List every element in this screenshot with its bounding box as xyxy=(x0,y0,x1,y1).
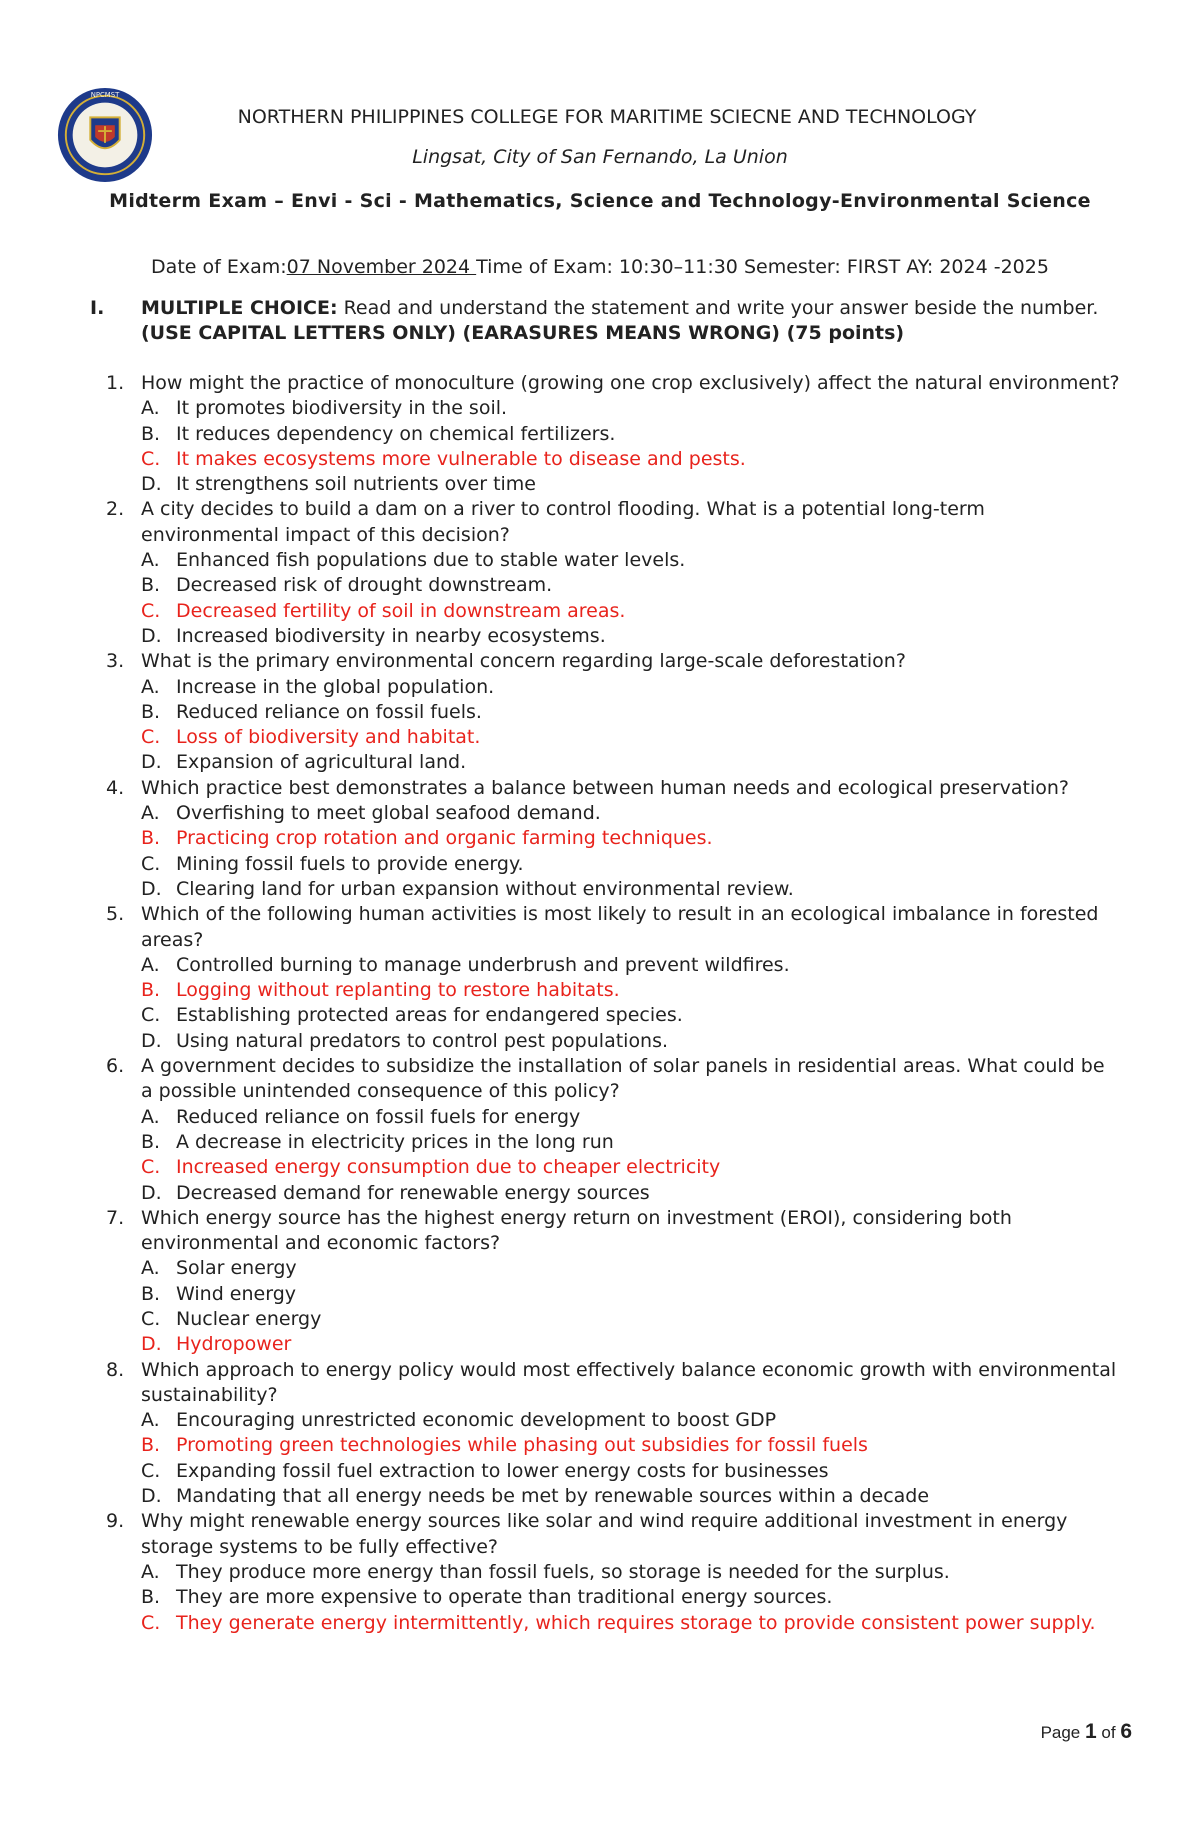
instruction-text: Read and understand the statement and write your answer beside the number. xyxy=(337,297,1099,319)
option-item xyxy=(141,852,1120,877)
option-item-correct-answer xyxy=(141,978,1120,1003)
option-item-correct-answer xyxy=(141,447,1120,472)
question-number: 6. xyxy=(106,1055,125,1078)
option-letter: D. xyxy=(141,1029,162,1052)
option-letter: A. xyxy=(141,397,160,420)
option-list xyxy=(141,396,1120,497)
section-instructions xyxy=(141,296,1120,347)
date-label: Date of Exam: xyxy=(151,256,287,278)
option-text: A decrease in electricity prices in the long run xyxy=(176,1130,614,1153)
option-letter: C. xyxy=(141,1611,161,1634)
question-item xyxy=(90,902,1120,1054)
option-text: Decreased fertility of soil in downstream areas. xyxy=(176,599,626,622)
instruction-emphasis: (USE CAPITAL LETTERS ONLY) (EARASURES MEANS WRONG) (75 points) xyxy=(141,322,905,345)
question-text: Which of the following human activities is most likely to result in an ecological imbalance in forested areas? xyxy=(141,903,1099,951)
option-text: Nuclear energy xyxy=(176,1307,322,1330)
option-letter: D. xyxy=(141,1181,162,1204)
college-name: NORTHERN PHILIPPINES COLLEGE FOR MARITIME SCIECNE AND TECHNOLOGY xyxy=(237,106,977,128)
date-value: 07 November 2024 xyxy=(286,256,477,278)
question-text: Which approach to energy policy would most effectively balance economic growth with environmental sustainability? xyxy=(141,1358,1117,1406)
question-text: A city decides to build a dam on a river to control flooding. What is a potential long-term environmental impact of this decision? xyxy=(141,498,985,546)
page-total: 6 xyxy=(1120,1720,1132,1743)
option-item-correct-answer xyxy=(141,1611,1120,1636)
option-text: Practicing crop rotation and organic farming techniques. xyxy=(176,827,713,850)
question-item xyxy=(90,1206,1120,1358)
option-item xyxy=(141,1585,1120,1610)
option-item xyxy=(141,548,1120,573)
option-item-correct-answer xyxy=(141,1155,1120,1180)
option-letter: A. xyxy=(141,675,160,698)
option-letter: A. xyxy=(141,1409,160,1432)
option-item xyxy=(141,624,1120,649)
option-letter: A. xyxy=(141,1560,160,1583)
option-item xyxy=(141,1181,1120,1206)
page-label: Page xyxy=(1040,1723,1085,1742)
question-item xyxy=(90,1509,1120,1635)
option-letter: A. xyxy=(141,549,160,572)
option-item-correct-answer xyxy=(141,725,1120,750)
time-semester-info: Time of Exam: 10:30–11:30 Semester: FIRST AY: 2024 -2025 xyxy=(476,256,1049,278)
option-text: Controlled burning to manage underbrush and prevent wildfires. xyxy=(176,953,790,976)
option-letter: A. xyxy=(141,802,160,825)
option-text: Increase in the global population. xyxy=(176,675,495,698)
option-text: It promotes biodiversity in the soil. xyxy=(176,397,508,420)
question-number: 4. xyxy=(106,776,125,799)
page-number: 1 xyxy=(1085,1720,1097,1743)
option-text: It reduces dependency on chemical fertilizers. xyxy=(176,422,616,445)
option-letter: D. xyxy=(141,1485,162,1508)
option-list xyxy=(141,1105,1120,1206)
question-text: What is the primary environmental concern regarding large-scale deforestation? xyxy=(141,650,906,673)
option-item xyxy=(141,1307,1120,1332)
college-seal-logo xyxy=(56,86,154,184)
question-number: 7. xyxy=(106,1206,125,1229)
option-item-correct-answer xyxy=(141,826,1120,851)
option-item xyxy=(141,422,1120,447)
option-letter: B. xyxy=(141,1282,161,1305)
question-number: 1. xyxy=(106,372,125,394)
option-list xyxy=(141,1256,1120,1357)
question-text: Why might renewable energy sources like solar and wind require additional investment in energy storage systems to be fully effective? xyxy=(141,1510,1068,1558)
option-letter: A. xyxy=(141,953,160,976)
question-item xyxy=(90,1054,1120,1206)
option-item xyxy=(141,1105,1120,1130)
page-footer xyxy=(1041,1720,1132,1744)
question-number: 2. xyxy=(106,498,125,521)
option-list xyxy=(141,953,1120,1054)
option-item xyxy=(141,472,1120,497)
option-text: Reduced reliance on fossil fuels. xyxy=(176,700,482,723)
option-item xyxy=(141,573,1120,598)
option-text: They are more expensive to operate than traditional energy sources. xyxy=(176,1586,833,1609)
option-item xyxy=(141,750,1120,775)
exam-date-line xyxy=(0,256,1200,278)
option-text: Wind energy xyxy=(176,1282,296,1305)
option-item xyxy=(141,877,1120,902)
option-list xyxy=(141,1408,1120,1509)
option-item xyxy=(141,953,1120,978)
question-text: Which practice best demonstrates a balance between human needs and ecological preservation? xyxy=(141,776,1070,799)
option-letter: C. xyxy=(141,1307,161,1330)
option-item xyxy=(141,1130,1120,1155)
option-text: Hydropower xyxy=(176,1333,292,1356)
option-letter: D. xyxy=(141,473,162,496)
option-letter: C. xyxy=(141,599,161,622)
option-letter: A. xyxy=(141,1105,160,1128)
option-item xyxy=(141,1003,1120,1028)
option-text: Encouraging unrestricted economic development to boost GDP xyxy=(176,1409,777,1432)
option-text: Using natural predators to control pest populations. xyxy=(176,1029,669,1052)
option-text: Expanding fossil fuel extraction to lower energy costs for businesses xyxy=(176,1459,829,1482)
question-text: Which energy source has the highest energy return on investment (EROI), considering both environmental and economic factors? xyxy=(141,1206,1012,1255)
option-letter: B. xyxy=(141,1586,161,1609)
option-letter: B. xyxy=(141,1130,161,1153)
question-item xyxy=(90,776,1120,902)
option-letter: B. xyxy=(141,979,161,1002)
option-text: Increased energy consumption due to cheaper electricity xyxy=(176,1156,721,1179)
option-text: Logging without replanting to restore habitats. xyxy=(176,979,620,1002)
option-text: Establishing protected areas for endangered species. xyxy=(176,1004,683,1027)
question-text: A government decides to subsidize the installation of solar panels in residential areas. What could be a possible unintended consequence of this policy? xyxy=(141,1055,1105,1103)
option-item xyxy=(141,1029,1120,1054)
option-text: Mandating that all energy needs be met by renewable sources within a decade xyxy=(176,1485,930,1508)
option-item xyxy=(141,1459,1120,1484)
option-letter: D. xyxy=(141,624,162,647)
question-number: 9. xyxy=(106,1510,125,1533)
option-item xyxy=(141,700,1120,725)
option-text: It makes ecosystems more vulnerable to disease and pests. xyxy=(176,447,746,470)
option-item xyxy=(141,1256,1120,1281)
question-number: 5. xyxy=(106,903,125,926)
option-item-correct-answer xyxy=(141,1332,1120,1357)
option-letter: C. xyxy=(141,1156,161,1179)
option-letter: B. xyxy=(141,700,161,723)
option-text: It strengthens soil nutrients over time xyxy=(176,473,536,496)
seal-text: NPCMST xyxy=(90,90,120,99)
option-letter: B. xyxy=(141,574,161,597)
question-item xyxy=(90,497,1120,649)
option-letter: B. xyxy=(141,1434,161,1457)
option-letter: D. xyxy=(141,877,162,900)
option-item xyxy=(141,675,1120,700)
option-letter: A. xyxy=(141,1257,160,1280)
option-letter: C. xyxy=(141,852,161,875)
option-item xyxy=(141,1484,1120,1509)
option-letter: C. xyxy=(141,447,161,470)
option-text: Loss of biodiversity and habitat. xyxy=(176,726,481,749)
option-item xyxy=(141,1560,1120,1585)
option-text: Reduced reliance on fossil fuels for energy xyxy=(176,1105,581,1128)
option-letter: B. xyxy=(141,422,161,445)
question-item xyxy=(90,649,1120,775)
option-letter: D. xyxy=(141,751,162,774)
option-text: Decreased demand for renewable energy sources xyxy=(176,1181,650,1204)
option-item xyxy=(141,1282,1120,1307)
option-list xyxy=(141,675,1120,776)
option-text: Enhanced fish populations due to stable water levels. xyxy=(176,549,686,572)
option-text: Solar energy xyxy=(176,1257,297,1280)
option-text: Increased biodiversity in nearby ecosystems. xyxy=(176,624,606,647)
question-number: 8. xyxy=(106,1358,125,1381)
question-list xyxy=(90,371,1120,1636)
section-numeral: I. xyxy=(90,297,105,319)
option-item-correct-answer xyxy=(141,599,1120,624)
option-item xyxy=(141,1408,1120,1433)
option-item xyxy=(141,801,1120,826)
option-list xyxy=(141,548,1120,649)
option-text: They produce more energy than fossil fuels, so storage is needed for the surplus. xyxy=(176,1560,950,1583)
option-text: Mining fossil fuels to provide energy. xyxy=(176,852,524,875)
option-item-correct-answer xyxy=(141,1433,1120,1458)
section-heading xyxy=(90,296,1120,347)
option-text: Decreased risk of drought downstream. xyxy=(176,574,553,597)
college-address: Lingsat, City of San Fernando, La Union xyxy=(412,146,788,168)
option-list xyxy=(141,1560,1120,1636)
option-text: Overfishing to meet global seafood demand. xyxy=(176,802,601,825)
option-letter: B. xyxy=(141,827,161,850)
section-title: MULTIPLE CHOICE: xyxy=(141,297,338,319)
option-letter: D. xyxy=(141,1333,162,1356)
question-item xyxy=(90,1358,1120,1510)
question-number: 3. xyxy=(106,650,125,673)
exam-title: Midterm Exam – Envi - Sci - Mathematics, Science and Technology-Environmental Science xyxy=(109,190,1091,212)
option-text: Expansion of agricultural land. xyxy=(176,751,467,774)
option-letter: C. xyxy=(141,1004,161,1027)
question-text: How might the practice of monoculture (growing one crop exclusively) affect the natural environment? xyxy=(141,372,1120,394)
option-text: Clearing land for urban expansion without environmental review. xyxy=(176,877,794,900)
option-letter: C. xyxy=(141,1459,161,1482)
page-of-label: of xyxy=(1096,1723,1121,1742)
question-item xyxy=(90,371,1120,497)
option-text: They generate energy intermittently, which requires storage to provide consistent power supply. xyxy=(176,1611,1096,1634)
option-text: Promoting green technologies while phasing out subsidies for fossil fuels xyxy=(176,1434,868,1457)
option-letter: C. xyxy=(141,726,161,749)
option-list xyxy=(141,801,1120,902)
option-item xyxy=(141,396,1120,421)
